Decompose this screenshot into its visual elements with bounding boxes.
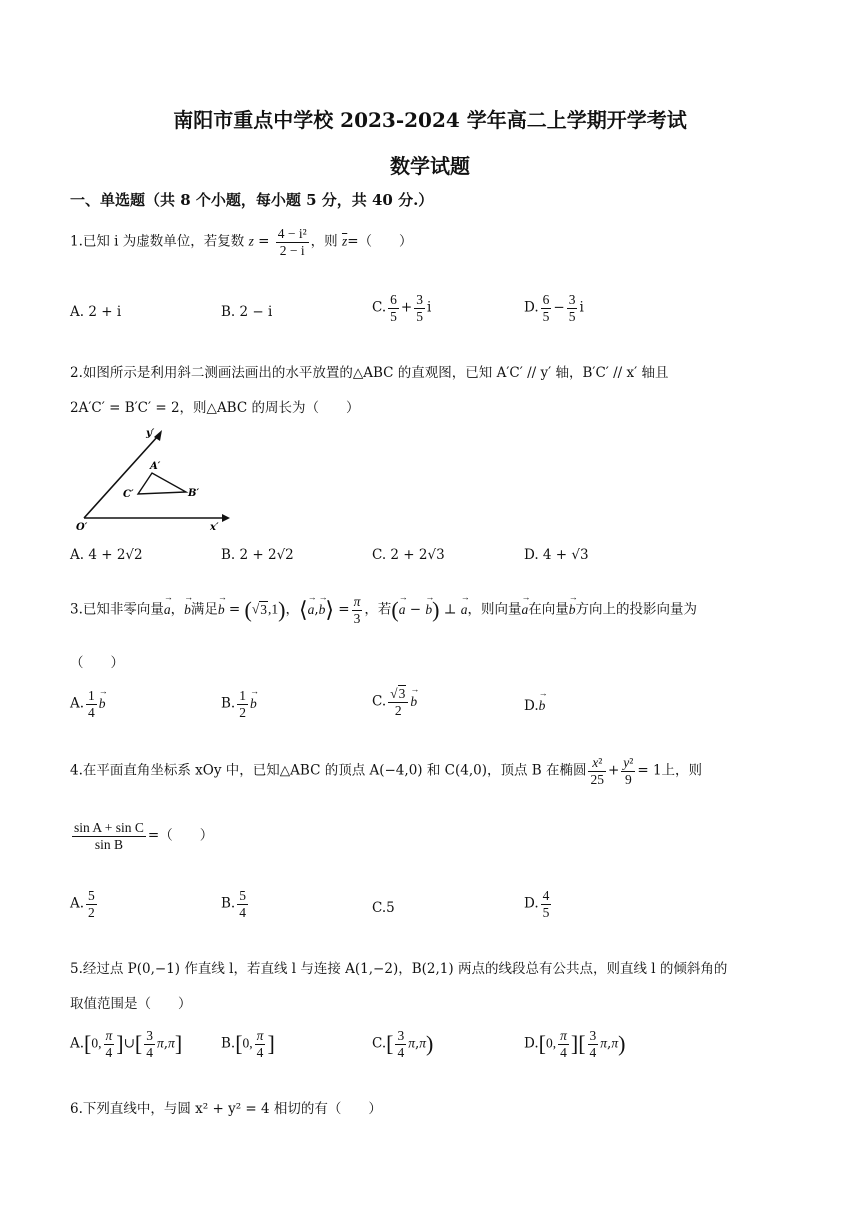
q5-option-d[interactable]: D.[0, $\frac{\pi}{4}$ ][ $\frac{3}{4}$ π,π) [524, 1028, 626, 1060]
page-subtitle: 数学试题 [390, 154, 470, 178]
q1-option-c[interactable]: C. $\frac{6}{5}$ + $\frac{3}{5}$ i [372, 292, 432, 324]
q1-option-a[interactable]: A. 2 + i [70, 304, 122, 320]
x-axis-arrow [222, 514, 230, 522]
q2-option-b[interactable]: B. 2 + 2√2 [221, 547, 294, 563]
label-c: C′ [123, 489, 134, 500]
triangle-abc [138, 473, 186, 494]
q5-stem-line1: 5.经过点 P(0,−1) 作直线 l，若直线 l 与连接 A(1,−2)，B(2,1) 两点的线段总有公共点，则直线 l 的倾斜角的 [70, 961, 728, 977]
q4-fraction: $\frac{\text{sin A + sin C}}{\text{sin B}}$ [74, 820, 144, 852]
q2-stem-line1: 2.如图所示是利用斜二测画法画出的水平放置的△ABC 的直观图，已知 A′C′ // y′ 轴，B′C′ // x′ 轴且 [70, 365, 669, 381]
q1-option-d[interactable]: D. $\frac{6}{5}$ − $\frac{3}{5}$ i [524, 292, 584, 324]
q4-option-c[interactable]: C.5 [372, 900, 395, 916]
q4-option-a[interactable]: A. $\frac{5}{2}$ [70, 888, 95, 920]
q6-stem-line1: 6.下列直线中，与圆 x² + y² = 4 相切的有（ ） [70, 1101, 382, 1117]
q3-option-a[interactable]: A. $\frac{1}{4}$ → b [70, 688, 106, 720]
q4-option-d[interactable]: D. $\frac{4}{5}$ [524, 888, 550, 920]
q3-option-b[interactable]: B. $\frac{1}{2}$ → b [221, 688, 257, 720]
q5-option-a[interactable]: A.[0, $\frac{\pi}{4}$ ]∪[ $\frac{3}{4}$ π,π] [70, 1028, 183, 1060]
q3-stem-line1: 3.已知非零向量→ a，→ b满足→ b = (√3,1)，⟨→ a,→ b⟩ = $\frac{\pi}{3}$ ，若(→ a − → b) ⊥ → a，则向量→ a在向量→ b方向上的投影向量为 [70, 594, 697, 626]
label-o: O′ [76, 522, 88, 533]
q3-stem-line2: （ ） [70, 655, 124, 671]
label-y: y′ [146, 428, 155, 439]
q2-option-c[interactable]: C. 2 + 2√3 [372, 547, 445, 563]
label-x: x′ [210, 522, 219, 533]
q1-fraction: $\frac{\text{4 − i²}}{2 - i}$ [277, 226, 307, 258]
q1-stem-pre: 1.已知 i 为虚数单位，若复数 [70, 233, 245, 250]
q5-option-c[interactable]: C.[ $\frac{3}{4}$ π,π) [372, 1028, 434, 1060]
q4-stem-line2: $\frac{\text{sin A + sin C}}{\text{sin B}}$ =（ ） [74, 820, 214, 852]
q2-stem-line2: 2A′C′ = B′C′ = 2，则△ABC 的周长为（ ） [70, 400, 360, 416]
label-b: B′ [188, 488, 200, 499]
q2-option-d[interactable]: D. 4 + √3 [524, 547, 589, 563]
q3-option-c[interactable]: C. $\frac{√3}{2}$ → b [372, 686, 417, 718]
label-a: A′ [150, 461, 161, 472]
q3-option-d[interactable]: D.→ b [524, 698, 545, 714]
section-heading: 一、单选题（共 8 个小题，每小题 5 分，共 40 分.） [70, 191, 434, 209]
q2-figure [72, 424, 232, 534]
y-axis [84, 436, 158, 518]
q1-option-b[interactable]: B. 2 − i [221, 304, 273, 320]
page-title: 南阳市重点中学校 2023-2024 学年高二上学期开学考试 [173, 108, 687, 132]
q2-option-a[interactable]: A. 4 + 2√2 [70, 547, 143, 563]
q4-option-b[interactable]: B. $\frac{5}{4}$ [221, 888, 246, 920]
q5-option-b[interactable]: B.[0, $\frac{\pi}{4}$ ] [221, 1028, 275, 1060]
question-1: 1.已知 i 为虚数单位，若复数 z = $\frac{\text{4 − i²}}{2 - i}$ ，则 $\overline{z}=$（ ） [70, 226, 413, 258]
q4-stem-line1: 4.在平面直角坐标系 xOy 中，已知△ABC 的顶点 A(−4,0) 和 C(4,0)，顶点 B 在椭圆 $\frac{\text{x²}}{25}$ + $\frac{\text{y²}}{9}$ = 1上，则 [70, 755, 703, 787]
q5-stem-line2: 取值范围是（ ） [70, 996, 192, 1012]
